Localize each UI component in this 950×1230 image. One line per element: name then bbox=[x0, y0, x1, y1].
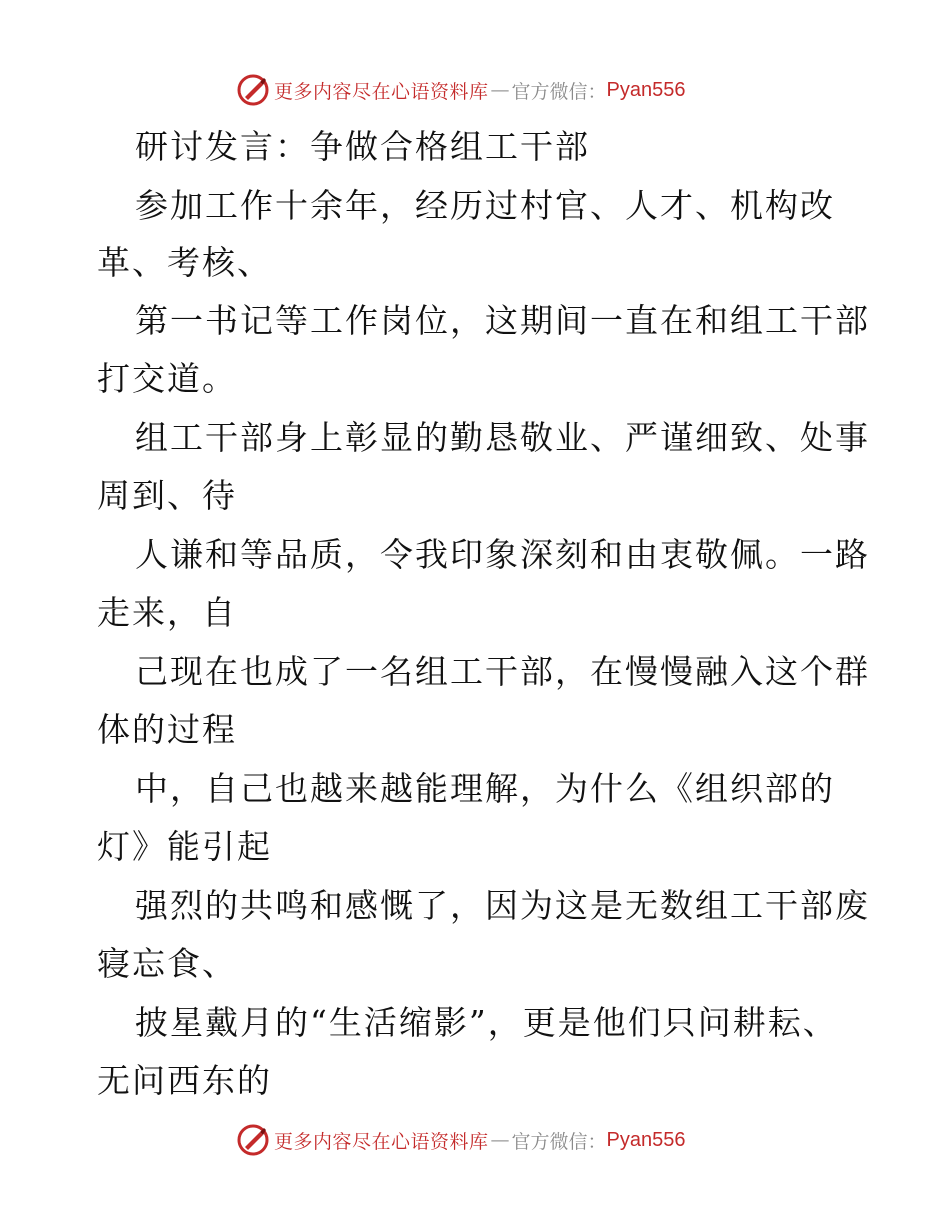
text-line: 无问西东的 bbox=[97, 1061, 272, 1100]
banner-dash: — bbox=[490, 79, 510, 101]
text-line: 革、考核、 bbox=[97, 243, 272, 282]
header-banner bbox=[236, 72, 686, 108]
text-line: 体的过程 bbox=[97, 710, 237, 749]
swirl-pen-logo-icon bbox=[236, 1123, 270, 1157]
banner-dash: — bbox=[490, 1129, 510, 1151]
text-line: 参加工作十余年，经历过村官、人才、机构改 bbox=[135, 186, 835, 225]
banner-wechat-label: 官方微信： bbox=[511, 1130, 607, 1153]
banner-main-text: 更多内容尽在心语资料库 bbox=[274, 1130, 489, 1153]
text-line: 打交道。 bbox=[97, 359, 237, 398]
banner-main-text: 更多内容尽在心语资料库 bbox=[274, 80, 489, 103]
text-line: 人谦和等品质，令我印象深刻和由衷敬佩。一路 bbox=[135, 535, 870, 574]
text-line: 披星戴月的“生活缩影”，更是他们只问耕耘、 bbox=[135, 1003, 838, 1042]
text-line: 己现在也成了一名组工干部，在慢慢融入这个群 bbox=[135, 652, 870, 691]
text-line: 走来，自 bbox=[97, 593, 237, 632]
banner-wechat-id: Pyan556 bbox=[606, 78, 686, 101]
text-line: 强烈的共鸣和感慨了，因为这是无数组工干部废 bbox=[135, 886, 870, 925]
text-line: 第一书记等工作岗位，这期间一直在和组工干部 bbox=[135, 301, 870, 340]
text-line: 周到、待 bbox=[97, 476, 237, 515]
footer-banner bbox=[236, 1122, 686, 1158]
document-title: 研讨发言：争做合格组工干部 bbox=[135, 127, 590, 166]
swirl-pen-logo-icon bbox=[236, 73, 270, 107]
text-line: 灯》能引起 bbox=[97, 827, 272, 866]
banner-wechat-label: 官方微信： bbox=[511, 80, 607, 103]
text-line: 组工干部身上彰显的勤恳敬业、严谨细致、处事 bbox=[135, 418, 870, 457]
banner-wechat-id: Pyan556 bbox=[606, 1128, 686, 1151]
text-line: 中，自己也越来越能理解，为什么《组织部的 bbox=[135, 769, 835, 808]
text-line: 寝忘食、 bbox=[97, 944, 237, 983]
